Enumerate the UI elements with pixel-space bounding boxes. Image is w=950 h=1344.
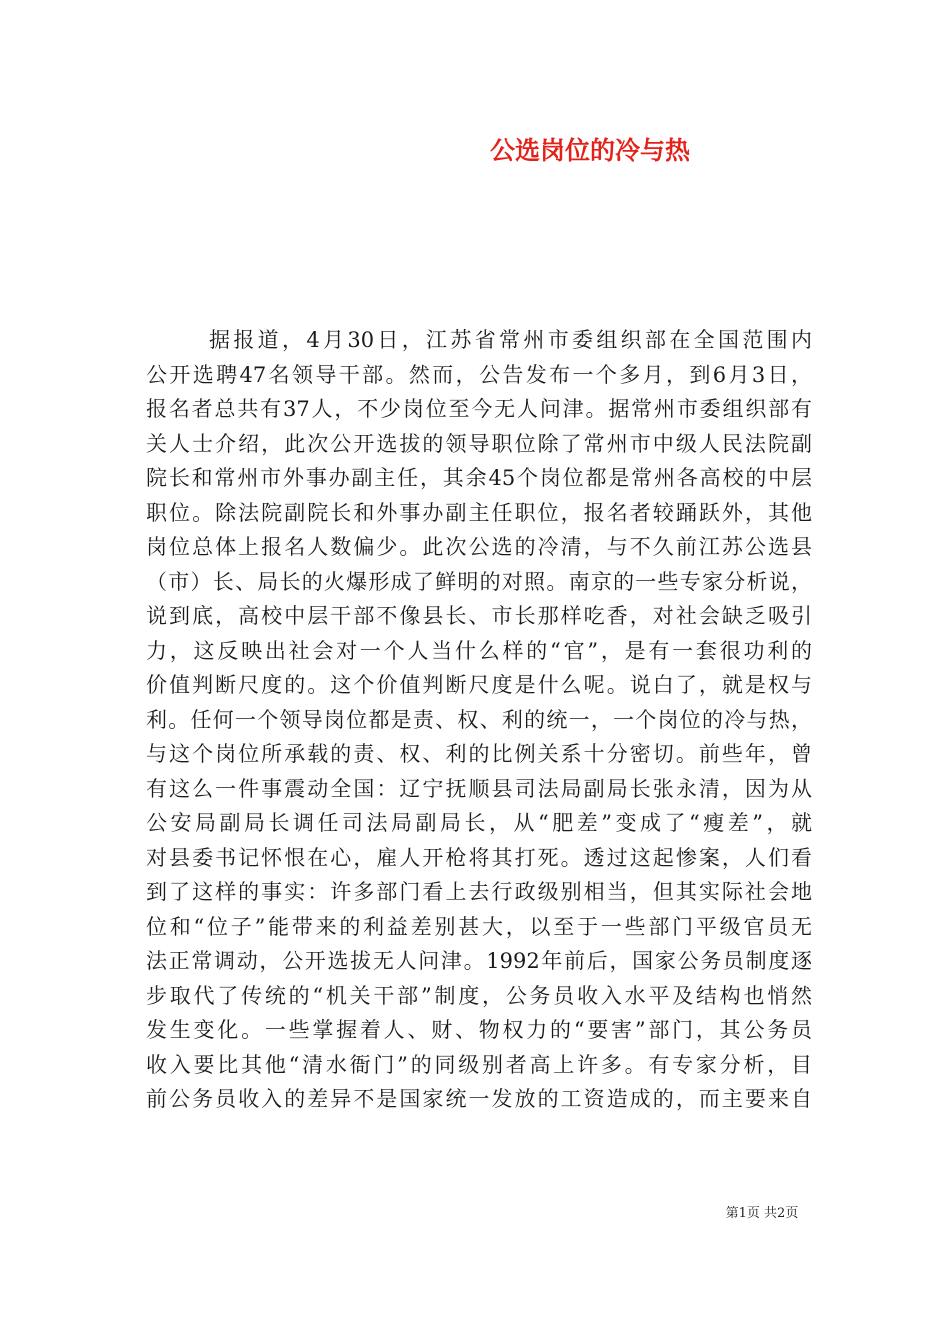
body-line: 发生变化。一些掌握着人、财、物权力的“要害”部门，其公务员 — [146, 1018, 812, 1042]
body-line: 对县委书记怀恨在心，雇人开枪将其打死。透过这起惨案，人们看 — [146, 845, 812, 870]
document-body — [146, 323, 812, 1117]
body-line: 与这个岗位所承载的责、权、利的比例关系十分密切。前些年，曾 — [146, 742, 812, 766]
body-line: 公开选聘47名领导干部。然而，公告发布一个多月，到6月3日， — [146, 362, 812, 387]
body-line: 利。任何一个领导岗位都是责、权、利的统一，一个岗位的冷与热， — [146, 707, 812, 732]
body-line: 法正常调动，公开选拔无人问津。1992年前后，国家公务员制度逐 — [146, 949, 812, 973]
body-line: 据报道，4月30日，江苏省常州市委组织部在全国范围内 — [209, 328, 812, 352]
body-line: 岗位总体上报名人数偏少。此次公选的冷清，与不久前江苏公选县 — [146, 535, 812, 559]
page-footer: 第1页 共2页 — [725, 1206, 799, 1221]
body-line: 职位。除法院副院长和外事办副主任职位，报名者较踊跃外，其他 — [146, 500, 812, 525]
body-line: 说到底，高校中层干部不像县长、市长那样吃香，对社会缺乏吸引 — [146, 604, 812, 628]
body-line: 关人士介绍，此次公开选拔的领导职位除了常州市中级人民法院副 — [146, 431, 812, 456]
body-line: 收入要比其他“清水衙门”的同级别者高上许多。有专家分析，目 — [146, 1052, 812, 1077]
body-line: 前公务员收入的差异不是国家统一发放的工资造成的，而主要来自 — [146, 1087, 812, 1111]
body-line: 位和“位子”能带来的利益差别甚大，以至于一些部门平级官员无 — [146, 914, 812, 939]
body-line: 报名者总共有37人，不少岗位至今无人问津。据常州市委组织部有 — [146, 397, 812, 421]
body-line: （市）长、局长的火爆形成了鲜明的对照。南京的一些专家分析说， — [146, 569, 812, 594]
body-line: 步取代了传统的“机关干部”制度，公务员收入水平及结构也悄然 — [146, 983, 812, 1008]
body-line: 价值判断尺度的。这个价值判断尺度是什么呢。说白了，就是权与 — [146, 673, 812, 697]
body-line: 力，这反映出社会对一个人当什么样的“官”，是有一套很功利的 — [146, 638, 812, 663]
body-line: 院长和常州市外事办副主任，其余45个岗位都是常州各高校的中层 — [146, 466, 812, 490]
body-line: 到了这样的事实：许多部门看上去行政级别相当，但其实际社会地 — [146, 880, 812, 904]
body-line: 公安局副局长调任司法局副局长，从“肥差”变成了“瘦差”，就 — [146, 811, 812, 835]
document-title: 公选岗位的冷与热 — [489, 136, 690, 165]
body-line: 有这么一件事震动全国：辽宁抚顺县司法局副局长张永清，因为从 — [146, 776, 812, 801]
